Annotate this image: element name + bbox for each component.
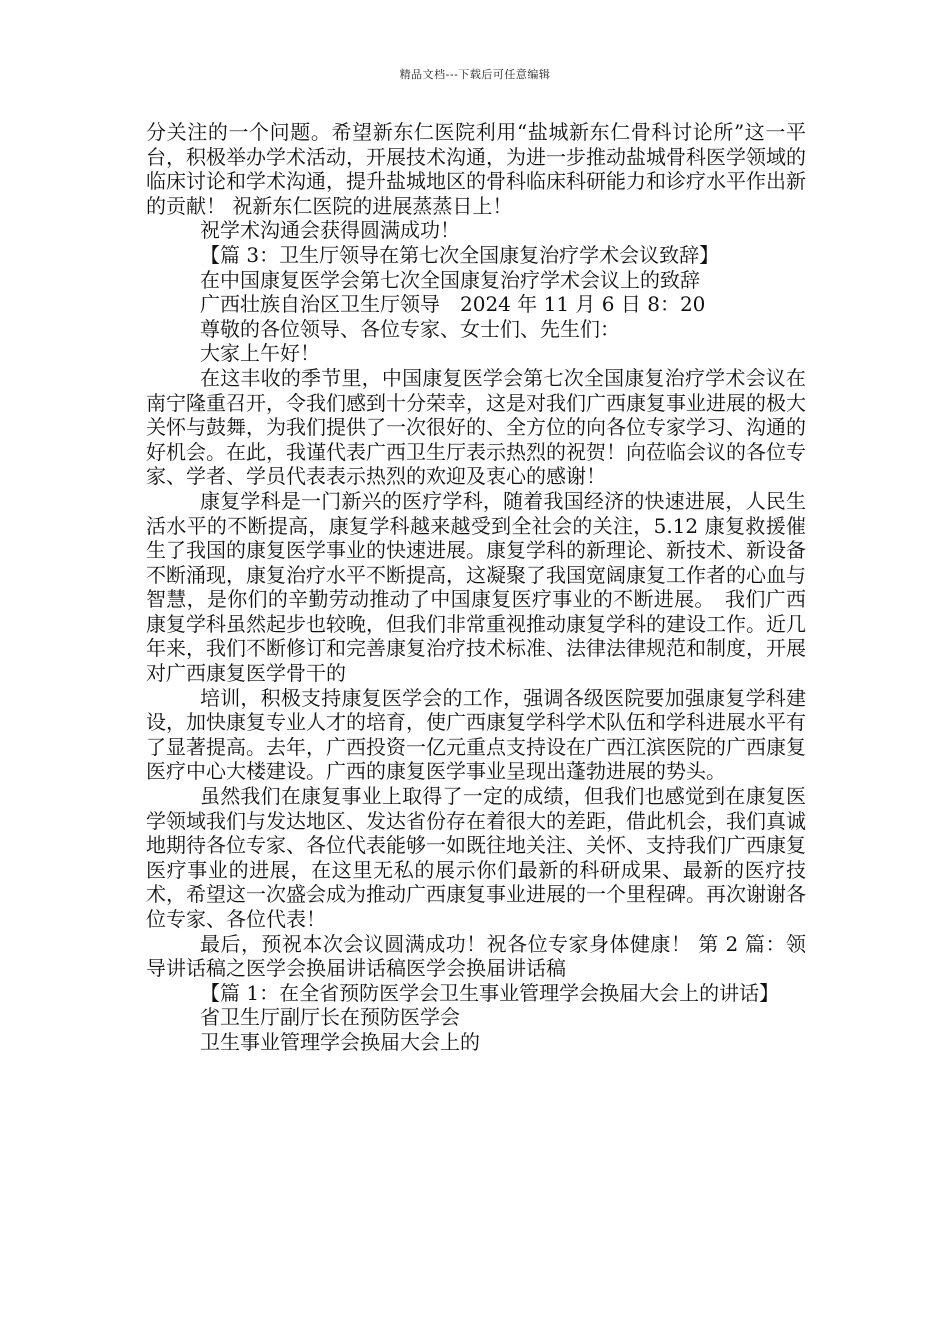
- page-header: 精品文档---下载后可任意编辑: [399, 68, 551, 81]
- paragraph: 虽然我们在康复事业上取得了一定的成绩，但我们也感觉到在康复医学领域我们与发达地区、发达省份存在着很大的差距，借此机会，我们真诚地期待各位专家、各位代表能够一如既往地关注、关怀、支持我们广西康复医疗事业的进展，在这里无私的展示你们最新的科研成果、最新的医疗技术，希望这一次盛会成为推动广西康复事业进展的一个里程碑。再次谢谢各位专家、各位代表！: [146, 784, 806, 931]
- paragraph: 祝学术沟通会获得圆满成功！: [200, 218, 460, 243]
- section-heading: 【篇 3：卫生厅领导在第七次全国康复治疗学术会议致辞】: [200, 242, 720, 267]
- paragraph: 省卫生厅副厅长在预防医学会: [200, 1005, 460, 1030]
- paragraph: 培训，积极支持康复医学会的工作，强调各级医院要加强康复学科建设，加快康复专业人才的培育，使广西康复学科学术队伍和学科进展水平有了显著提高。去年，广西投资一亿元重点支持设在广西江滨医院的广西康复医疗中心大楼建设。广西的康复医学事业呈现出蓬勃进展的势头。: [146, 685, 806, 784]
- paragraph: 分关注的一个问题。希望新东仁医院利用“盐城新东仁骨科讨论所”这一平台，积极举办学术活动，开展技术沟通，为进一步推动盐城骨科医学领域的临床讨论和学术沟通，提升盐城地区的骨科临床科研能力和诊疗水平作出新的贡献！ 祝新东仁医院的进展蒸蒸日上！: [146, 120, 806, 218]
- speech-title: 在中国康复医学会第七次全国康复治疗学术会议上的致辞: [200, 267, 700, 292]
- section-heading: 【篇 1：在全省预防医学会卫生事业管理学会换届大会上的讲话】: [200, 980, 780, 1005]
- salutation: 尊敬的各位领导、各位专家、女士们、先生们：: [200, 316, 620, 341]
- paragraph: 卫生事业管理学会换届大会上的: [200, 1029, 480, 1054]
- speaker-date-line: 广西壮族自治区卫生厅领导 2024 年 11 月 6 日 8：20: [200, 292, 706, 317]
- document-body: [146, 120, 806, 1055]
- paragraph: 最后，预祝本次会议圆满成功！祝各位专家身体健康！ 第 2 篇：领导讲话稿之医学会换届讲话稿医学会换届讲话稿: [146, 931, 806, 981]
- paragraph: 在这丰收的季节里，中国康复医学会第七次全国康复治疗学术会议在南宁隆重召开，令我们感到十分荣幸，这是对我们广西康复事业进展的极大关怀与鼓舞，为我们提供了一次很好的、全方位的向各位专家学习、沟通的好机会。在此，我谨代表广西卫生厅表示热烈的祝贺！向莅临会议的各位专家、学者、学员代表表示热烈的欢迎及衷心的感谢！: [146, 365, 806, 489]
- greeting: 大家上午好！: [200, 341, 320, 366]
- paragraph: 康复学科是一门新兴的医疗学科，随着我国经济的快速进展，人民生活水平的不断提高，康复学科越来越受到全社会的关注，5.12 康复救援催生了我国的康复医学事业的快速进展。康复学科的新理论、新技术、新设备不断涌现，康复治疗水平不断提高，这凝聚了我国宽阔康复工作者的心血与智慧，是你们的辛勤劳动推动了中国康复医疗事业的不断进展。 我们广西康复学科虽然起步也较晚，但我们非常重视推动康复学科的建设工作。近几年来，我们不断修订和完善康复治疗技术标准、法律法律规范和制度，开展对广西康复医学骨干的: [146, 488, 806, 686]
